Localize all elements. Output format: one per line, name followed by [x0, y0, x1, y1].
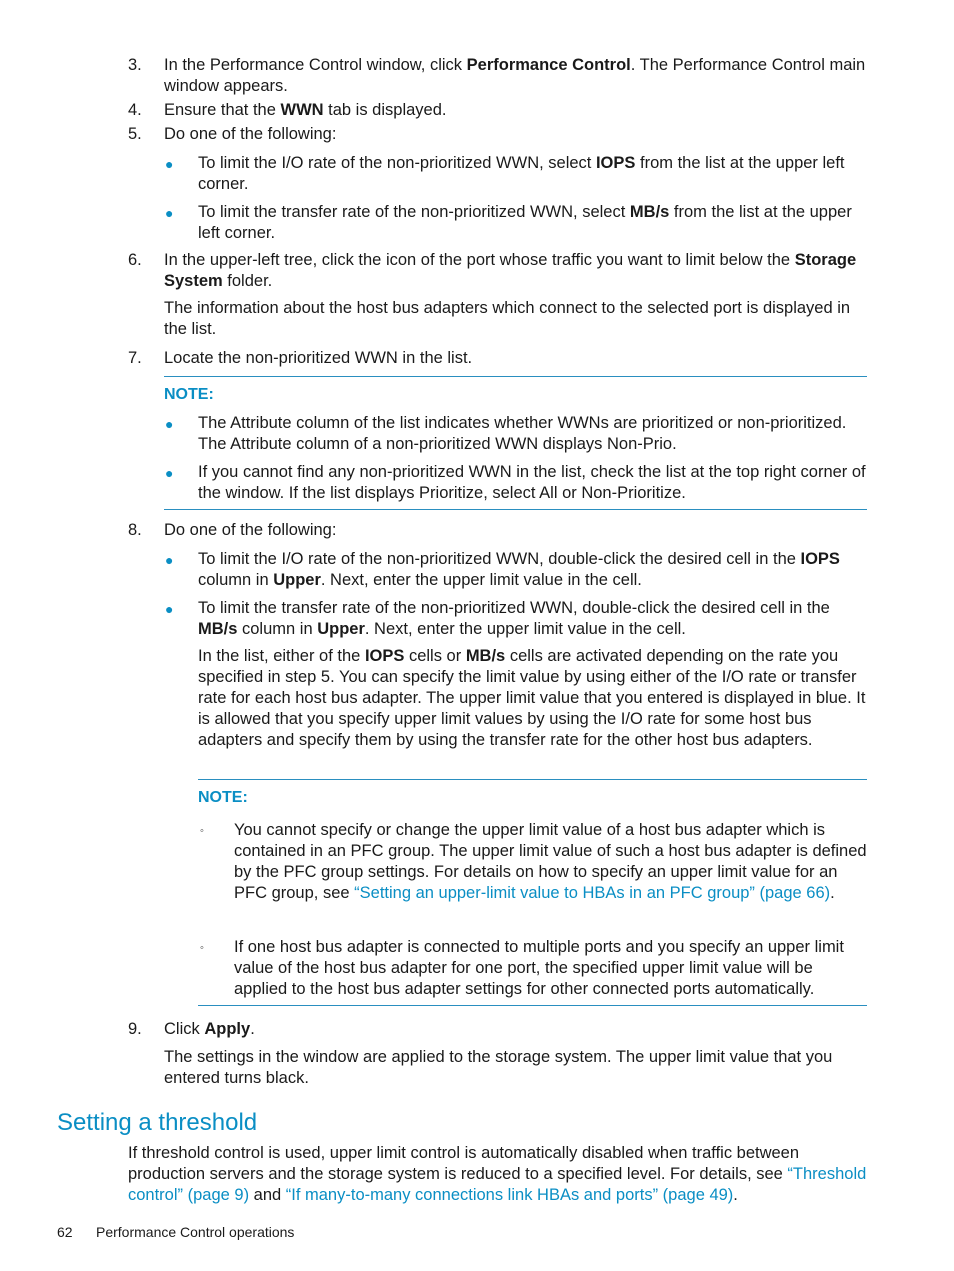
step-6-text: In the upper-left tree, click the icon of the port whose traffic you want to limit below the Storage System folder.: [164, 251, 857, 290]
bullet-icon: ●: [165, 552, 174, 568]
step-number: 6.: [128, 251, 142, 269]
note-divider-top: [198, 779, 867, 780]
step-7-text: Locate the non-prioritized WWN in the list.: [164, 349, 473, 367]
section-paragraph: If threshold control is used, upper limit control is automatically disabled when traffic between production servers and the storage system is reduced to a specified level. For details, see “Threshold control” (page 9) and “If many-to-many connections link HBAs and ports” (page 49).: [128, 1144, 867, 1204]
note-divider-bottom: [164, 509, 867, 510]
bullet-icon: ●: [165, 205, 174, 221]
step-5-text: Do one of the following:: [164, 125, 337, 143]
link-pfc-group[interactable]: “Setting an upper-limit value to HBAs in an PFC group” (page 66): [354, 884, 831, 902]
step-number: 5.: [128, 125, 142, 143]
step-8-bullet-1: To limit the I/O rate of the non-prioritized WWN, double-click the desired cell in the IOPS column in Upper. Next, enter the upper limit value in the cell.: [198, 550, 840, 589]
step-number: 7.: [128, 349, 142, 367]
note-bullet-1: The Attribute column of the list indicates whether WWNs are prioritized or non-prioritized. The Attribute column of a non-prioritized WWN displays Non-Prio.: [198, 414, 847, 453]
step-4-text: Ensure that the WWN tab is displayed.: [164, 101, 447, 119]
circle-bullet-icon: ◦: [200, 825, 204, 837]
note-divider-bottom: [198, 1005, 867, 1006]
step-number: 9.: [128, 1020, 142, 1038]
step-8-text: Do one of the following:: [164, 521, 337, 539]
bullet-icon: ●: [165, 601, 174, 617]
footer-title: Performance Control operations: [96, 1224, 295, 1240]
step-3-text: In the Performance Control window, click Performance Control. The Performance Control main window appears.: [164, 56, 866, 95]
step-9-paragraph: The settings in the window are applied to the storage system. The upper limit value that you entered turns black.: [164, 1048, 833, 1087]
bullet-icon: ●: [165, 416, 174, 432]
section-heading: Setting a threshold: [57, 1109, 258, 1136]
step-5-bullet-2: To limit the transfer rate of the non-prioritized WWN, select MB/s from the list at the upper left corner.: [198, 203, 852, 242]
link-threshold-control[interactable]: “Threshold control” (page 9): [128, 1165, 867, 1204]
note-label: NOTE:: [164, 386, 214, 403]
step-number: 4.: [128, 101, 142, 119]
bullet-icon: ●: [165, 465, 174, 481]
note-circle-item-2: If one host bus adapter is connected to multiple ports and you specify an upper limit value of the host bus adapter for one port, the specified upper limit value will be applied to the host bus adapter settings for other connected ports automatically.: [234, 938, 844, 998]
page-number: 62: [57, 1224, 73, 1240]
step-9-text: Click Apply.: [164, 1020, 255, 1038]
step-5-bullet-1: To limit the I/O rate of the non-prioritized WWN, select IOPS from the list at the upper left corner.: [198, 154, 845, 193]
step-6-paragraph: The information about the host bus adapters which connect to the selected port is displayed in the list.: [164, 299, 851, 338]
circle-bullet-icon: ◦: [200, 942, 204, 954]
step-number: 8.: [128, 521, 142, 539]
step-8-paragraph: In the list, either of the IOPS cells or MB/s cells are activated depending on the rate you specified in step 5. You can specify the limit value by using either of the I/O rate or transfer rate for each host bus adapter. The upper limit value that you entered is displayed in blue. It is allowed that you specify upper limit values by using the I/O rate for some host bus adapters and specify them by using the transfer rate for the other host bus adapters.: [198, 647, 866, 749]
link-many-to-many[interactable]: “If many-to-many connections link HBAs and ports” (page 49): [285, 1186, 734, 1204]
note-label: NOTE:: [198, 789, 248, 806]
bullet-icon: ●: [165, 156, 174, 172]
note-bullet-2: If you cannot find any non-prioritized WWN in the list, check the list at the top right corner of the window. If the list displays Prioritize, select All or Non-Prioritize.: [198, 463, 866, 502]
step-number: 3.: [128, 56, 142, 74]
note-circle-item-1: You cannot specify or change the upper limit value of a host bus adapter which is contained in an PFC group. The upper limit value of such a host bus adapter is defined by the PFC group settings. For details on how to specify an upper limit value for an PFC group, see “Setting an upper-limit value to HBAs in an PFC group” (page 66).: [234, 821, 867, 902]
note-divider-top: [164, 376, 867, 377]
step-8-bullet-2: To limit the transfer rate of the non-prioritized WWN, double-click the desired cell in the MB/s column in Upper. Next, enter the upper limit value in the cell.: [198, 599, 830, 638]
